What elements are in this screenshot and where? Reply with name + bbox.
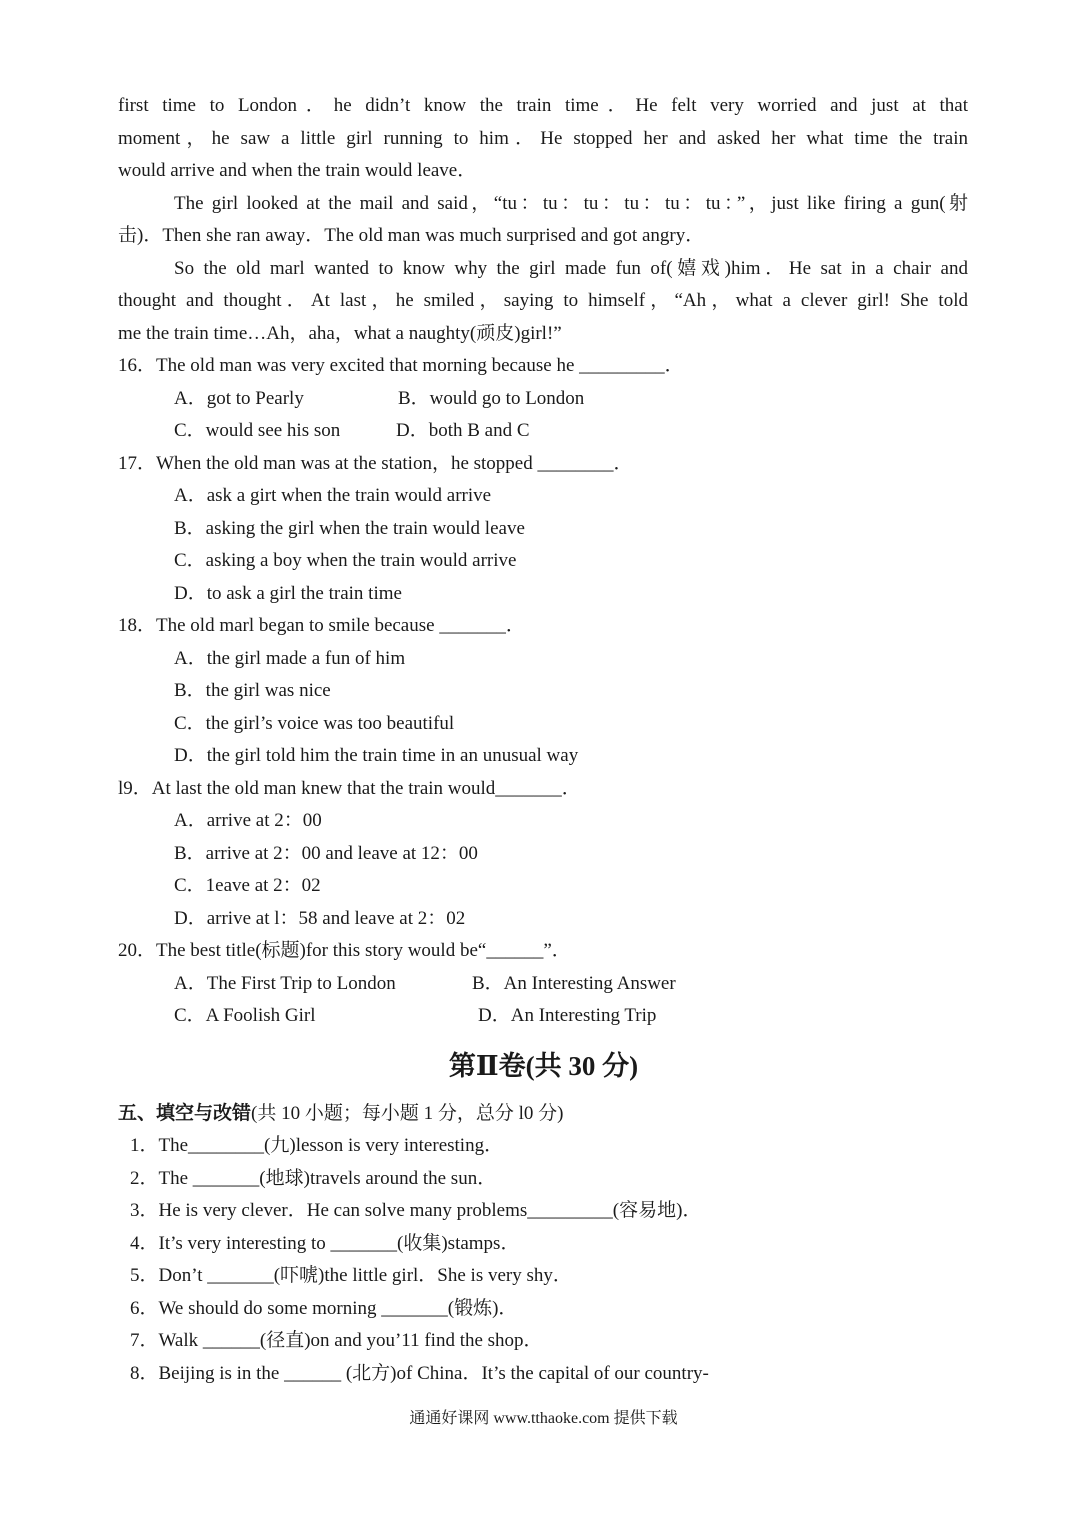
passage-line: The girl looked at the mail and said，“tu：tu：tu：tu：tu：tu：”，just like firing a gun(射 (174, 193, 968, 214)
passage-line: first time to London．he didn’t know the train time．He felt very worried and just at that (118, 95, 968, 116)
option-c: C．1eave at 2：02 (174, 875, 321, 896)
question-stem: 17．When the old man was at the station，he stopped ________． (118, 453, 633, 474)
part-heading: 第Ⅱ卷(共 30 分) (448, 1051, 639, 1081)
fill-item: 3．He is very clever．He can solve many problems_________(容易地)． (130, 1200, 702, 1221)
fill-item: 1．The________(九)lesson is very interesting． (130, 1135, 504, 1156)
fill-item: 6．We should do some morning _______(锻炼)． (130, 1298, 518, 1319)
fill-item: 2．The _______(地球)travels around the sun． (130, 1168, 497, 1189)
question-stem: l9．At last the old man knew that the train would_______． (118, 778, 581, 799)
option-d: D．to ask a girl the train time (174, 583, 402, 604)
option-c: C．would see his son (174, 420, 341, 441)
question-stem: 18．The old marl began to smile because _______． (118, 615, 525, 636)
footer-note: 通通好课网 www.tthaoke.com 提供下载 (409, 1410, 678, 1427)
fill-item: 4．It’s very interesting to _______(收集)stamps． (130, 1233, 520, 1254)
passage-line: So the old marl wanted to know why the girl made fun of(嬉戏)him．He sat in a chair and (174, 258, 968, 279)
fill-item: 8．Beijing is in the ______ (北方)of China．It’s the capital of our country- (130, 1363, 709, 1384)
question-stem: 16．The old man was very excited that morning because he _________． (118, 355, 684, 376)
option-a: A．the girl made a fun of him (174, 648, 406, 669)
option-a: A．arrive at 2：00 (174, 810, 322, 831)
section-title-rest: (共 10 小题；每小题 1 分，总分 l0 分) (251, 1103, 564, 1124)
option-b: B．the girl was nice (174, 680, 331, 701)
option-d: D．the girl told him the train time in an unusual way (174, 745, 579, 766)
section-title-bold: 五、填空与改错 (118, 1103, 252, 1124)
question-stem: 20．The best title(标题)for this story would be“______”． (118, 940, 571, 961)
option-c: C．asking a boy when the train would arrive (174, 550, 517, 571)
option-b: B．would go to London (398, 388, 585, 409)
option-b: B．asking the girl when the train would leave (174, 518, 525, 539)
option-b: B．arrive at 2：00 and leave at 12：00 (174, 843, 478, 864)
option-d: D．arrive at l：58 and leave at 2：02 (174, 908, 466, 929)
fill-item: 7．Walk ______(径直)on and you’11 find the shop． (130, 1330, 543, 1351)
fill-item: 5．Don’t _______(吓唬)the little girl．She is very shy． (130, 1265, 572, 1286)
passage-line: thought and thought．At last，he smiled，saying to himself，“Ah，what a clever girl! She told (118, 290, 968, 311)
section-title (118, 1102, 563, 1126)
option-b: B．An Interesting Answer (472, 973, 676, 994)
passage-line: 击)．Then she ran away．The old man was much surprised and got angry． (118, 225, 705, 246)
option-d: D．An Interesting Trip (478, 1005, 657, 1026)
option-c: C．A Foolish Girl (174, 1005, 316, 1026)
option-a: A．got to Pearly (174, 388, 304, 409)
option-a: A．ask a girt when the train would arrive (174, 485, 492, 506)
option-a: A．The First Trip to London (174, 973, 396, 994)
passage-line: would arrive and when the train would leave． (118, 160, 477, 181)
option-c: C．the girl’s voice was too beautiful (174, 713, 455, 734)
option-d: D．both B and C (396, 420, 530, 441)
passage-line: moment，he saw a little girl running to him．He stopped her and asked her what time the train (118, 128, 968, 149)
passage-line: me the train time…Ah，aha，what a naughty(顽皮)girl!” (118, 323, 562, 344)
